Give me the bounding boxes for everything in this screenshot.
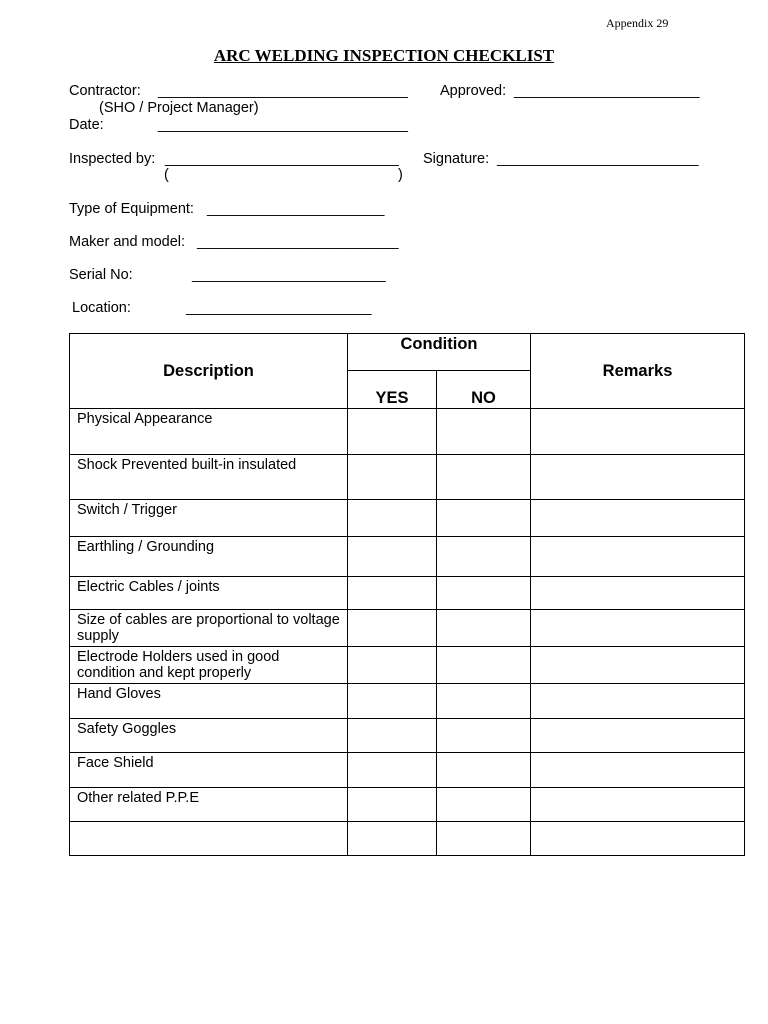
table-row bbox=[70, 788, 745, 822]
maker-field[interactable]: _________________________ bbox=[197, 234, 399, 250]
yes-cell[interactable] bbox=[348, 822, 437, 856]
row-description: Size of cables are proportional to voltage supply bbox=[70, 610, 348, 647]
yes-cell[interactable] bbox=[348, 610, 437, 647]
no-cell[interactable] bbox=[437, 610, 531, 647]
table-row bbox=[70, 684, 745, 719]
no-cell[interactable] bbox=[437, 647, 531, 684]
row-description: Electric Cables / joints bbox=[70, 577, 348, 610]
table-row bbox=[70, 822, 745, 856]
serial-label: Serial No: bbox=[69, 267, 133, 283]
signature-field[interactable]: _________________________ bbox=[497, 151, 699, 167]
contractor-field[interactable]: _______________________________ bbox=[158, 83, 408, 99]
remarks-cell[interactable] bbox=[531, 788, 745, 822]
header-remarks: Remarks bbox=[531, 334, 745, 409]
table-row bbox=[70, 577, 745, 610]
yes-cell[interactable] bbox=[348, 500, 437, 537]
table-row bbox=[70, 610, 745, 647]
table-row bbox=[70, 753, 745, 788]
remarks-cell[interactable] bbox=[531, 684, 745, 719]
no-cell[interactable] bbox=[437, 409, 531, 455]
header-yes: YES bbox=[348, 371, 437, 409]
no-cell[interactable] bbox=[437, 500, 531, 537]
no-cell[interactable] bbox=[437, 822, 531, 856]
approved-label: Approved: bbox=[440, 83, 507, 99]
header-condition: Condition bbox=[348, 334, 531, 371]
date-field[interactable]: _______________________________ bbox=[158, 117, 408, 133]
inspected-paren-open: ( bbox=[164, 167, 169, 183]
remarks-cell[interactable] bbox=[531, 822, 745, 856]
no-cell[interactable] bbox=[437, 684, 531, 719]
row-description: Shock Prevented built-in insulated bbox=[70, 455, 348, 500]
yes-cell[interactable] bbox=[348, 788, 437, 822]
yes-cell[interactable] bbox=[348, 455, 437, 500]
table-row bbox=[70, 500, 745, 537]
yes-cell[interactable] bbox=[348, 577, 437, 610]
approved-field[interactable]: _______________________ bbox=[514, 83, 700, 99]
header-no: NO bbox=[437, 371, 531, 409]
yes-cell[interactable] bbox=[348, 647, 437, 684]
signature-label: Signature: bbox=[423, 151, 490, 167]
serial-field[interactable]: ________________________ bbox=[192, 267, 386, 283]
table-row bbox=[70, 409, 745, 455]
row-description: Physical Appearance bbox=[70, 409, 348, 455]
row-description: Safety Goggles bbox=[70, 719, 348, 753]
maker-label: Maker and model: bbox=[69, 234, 186, 250]
table-row bbox=[70, 455, 745, 500]
remarks-cell[interactable] bbox=[531, 409, 745, 455]
no-cell[interactable] bbox=[437, 537, 531, 577]
row-description: Other related P.P.E bbox=[70, 788, 348, 822]
row-description: Face Shield bbox=[70, 753, 348, 788]
location-label: Location: bbox=[72, 300, 131, 316]
header-description: Description bbox=[70, 334, 348, 409]
no-cell[interactable] bbox=[437, 577, 531, 610]
row-description: Electrode Holders used in good condition and kept properly bbox=[70, 647, 348, 684]
no-cell[interactable] bbox=[437, 719, 531, 753]
equipment-field[interactable]: ______________________ bbox=[207, 201, 385, 217]
row-description: Hand Gloves bbox=[70, 684, 348, 719]
row-description: Switch / Trigger bbox=[70, 500, 348, 537]
yes-cell[interactable] bbox=[348, 684, 437, 719]
remarks-cell[interactable] bbox=[531, 753, 745, 788]
inspected-by-field[interactable]: _____________________________ bbox=[165, 151, 399, 167]
checklist-table bbox=[69, 333, 745, 856]
remarks-cell[interactable] bbox=[531, 719, 745, 753]
table-row bbox=[70, 719, 745, 753]
no-cell[interactable] bbox=[437, 753, 531, 788]
remarks-cell[interactable] bbox=[531, 610, 745, 647]
remarks-cell[interactable] bbox=[531, 647, 745, 684]
remarks-cell[interactable] bbox=[531, 500, 745, 537]
table-row bbox=[70, 537, 745, 577]
yes-cell[interactable] bbox=[348, 753, 437, 788]
equipment-label: Type of Equipment: bbox=[69, 201, 194, 217]
inspected-by-label: Inspected by: bbox=[69, 151, 156, 167]
remarks-cell[interactable] bbox=[531, 455, 745, 500]
table-row bbox=[70, 647, 745, 684]
no-cell[interactable] bbox=[437, 455, 531, 500]
sho-note: (SHO / Project Manager) bbox=[99, 100, 259, 116]
row-description[interactable] bbox=[70, 822, 348, 856]
page-title: ARC WELDING INSPECTION CHECKLIST bbox=[213, 46, 555, 65]
remarks-cell[interactable] bbox=[531, 577, 745, 610]
contractor-label: Contractor: bbox=[69, 83, 141, 99]
remarks-cell[interactable] bbox=[531, 537, 745, 577]
yes-cell[interactable] bbox=[348, 409, 437, 455]
appendix-label: Appendix 29 bbox=[606, 16, 669, 30]
inspected-paren-close: ) bbox=[398, 167, 403, 183]
no-cell[interactable] bbox=[437, 788, 531, 822]
row-description: Earthling / Grounding bbox=[70, 537, 348, 577]
yes-cell[interactable] bbox=[348, 719, 437, 753]
yes-cell[interactable] bbox=[348, 537, 437, 577]
location-field[interactable]: _______________________ bbox=[186, 300, 372, 316]
date-label: Date: bbox=[69, 117, 104, 133]
